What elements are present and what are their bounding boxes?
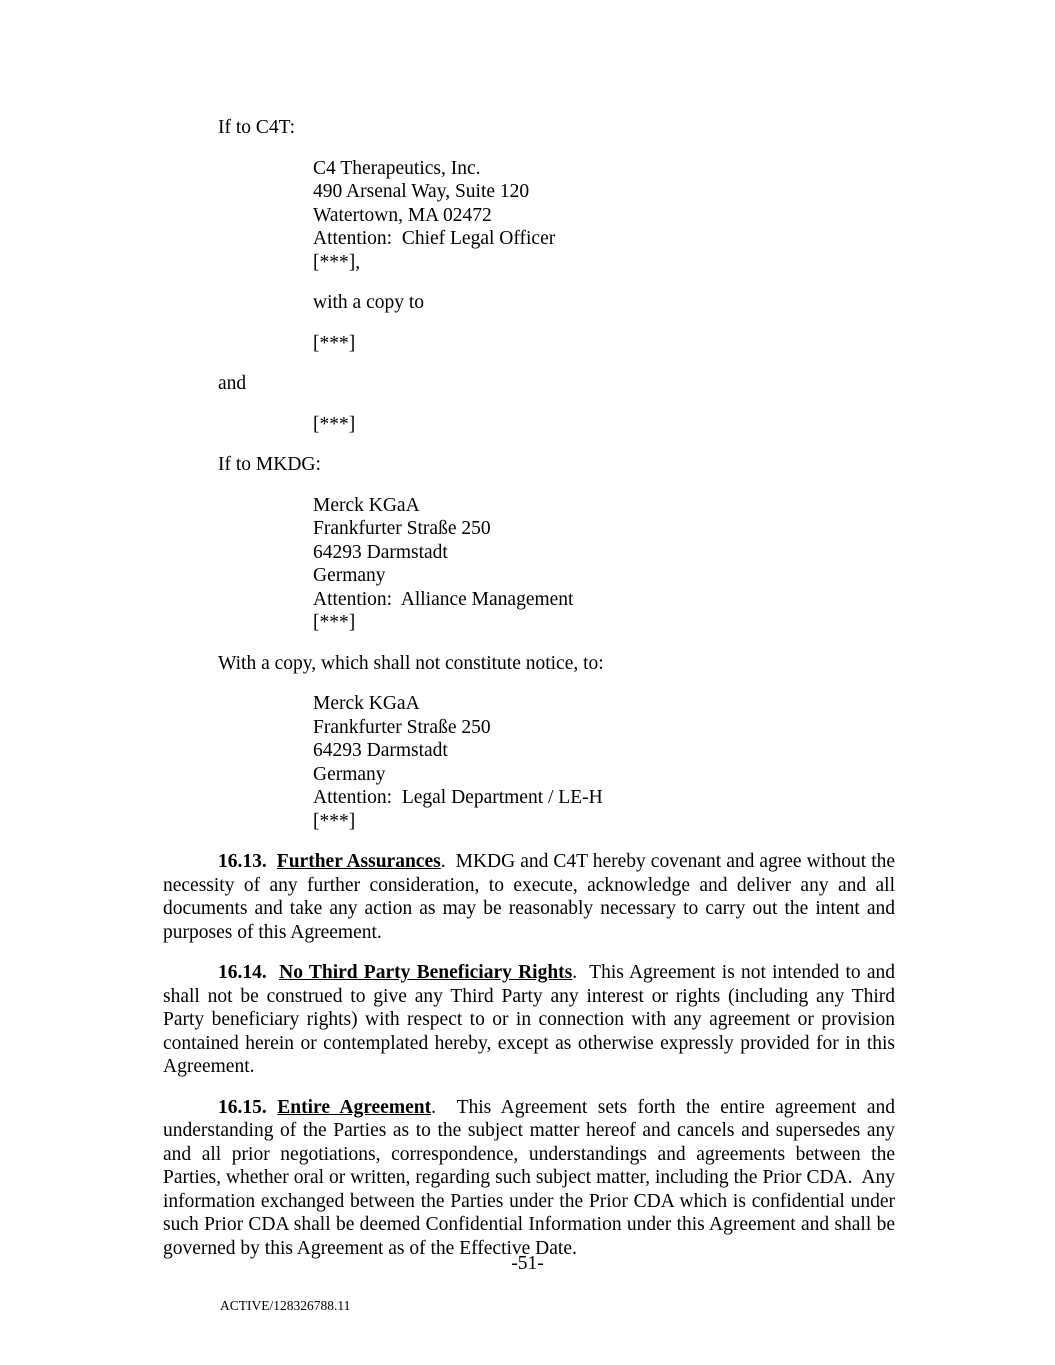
document-body [163,116,895,1260]
address-line-company: C4 Therapeutics, Inc. [313,157,481,179]
section-16-15-number: 16.15. [218,1096,278,1118]
address-line-country: Germany [313,565,386,586]
notice-label-mkdg: If to MKDG: [218,454,321,475]
redacted-line: [***] [313,332,356,354]
address-line-city: 64293 Darmstadt [313,740,448,761]
address-line-attention: Attention: Alliance Management [313,588,574,610]
and-label: and [218,373,247,394]
section-16-15 [163,1096,895,1261]
address-line-street: Frankfurter Straße 250 [313,716,491,738]
section-16-14-number: 16.14. [218,962,280,983]
address-line-redacted: [***], [313,251,361,273]
address-line-company: Merck KGaA [313,693,420,714]
address-line-street: Frankfurter Straße 250 [313,518,491,539]
section-16-14 [163,961,895,1079]
mkdg-legal-address-block [313,692,895,833]
with-copy-label: with a copy to [313,292,425,313]
c4t-address-block [313,157,895,275]
section-16-14-heading: No Third Party Beneficiary Rights [279,962,573,983]
address-line-city: Watertown, MA 02472 [313,204,492,226]
section-16-13-number: 16.13. [218,851,277,872]
section-16-15-heading: Entire Agreement [277,1096,432,1118]
mkdg-address-block [313,494,895,635]
section-16-13-heading: Further Assurances [276,851,441,872]
section-16-14-body: . This Agreement is not intended to and shall not be construed to give any Third Party any interest or rights (including any Third Party beneficiary rights) with respect to or in connection with any agreement or provision contained herein or contemplated hereby, except as otherwise expressly provided for in this Agreement. [163,962,895,1077]
address-line-country: Germany [313,763,386,785]
address-line-attention: Attention: Legal Department / LE-H [313,787,603,808]
section-16-15-body: . This Agreement sets forth the entire agreement and understanding of the Parties as to the subject matter hereof and cancels and supersedes any and all prior negotiations, correspondence, understandings and agreements between the Parties, whether oral or written, regarding such subject matter, including the Prior CDA. Any information exchanged between the Parties under the Prior CDA which is confidential under such Prior CDA shall be deemed Confidential Information under this Agreement and shall be governed by this Agreement as of the Effective Date. [163,1096,896,1259]
document-id-footer: ACTIVE/128326788.11 [220,1298,351,1313]
address-line-city: 64293 Darmstadt [313,541,448,563]
page-number: -51- [511,1253,544,1274]
redacted-line: [***] [313,413,356,435]
address-line-redacted: [***] [313,810,356,832]
section-16-13-body: . MKDG and C4T hereby covenant and agree without the necessity of any further consideration, to execute, acknowledge and deliver any and all documents and take any action as may be reasonably necessary to carry out the intent and purposes of this Agreement. [163,851,896,943]
address-line-redacted: [***] [313,612,356,633]
section-16-13 [163,850,895,944]
address-line-attention: Attention: Chief Legal Officer [313,228,556,249]
notice-label-c4t: If to C4T: [218,117,296,138]
address-line-street: 490 Arsenal Way, Suite 120 [313,181,530,202]
with-copy-notice-label: With a copy, which shall not constitute notice, to: [218,652,604,674]
address-line-company: Merck KGaA [313,494,420,516]
